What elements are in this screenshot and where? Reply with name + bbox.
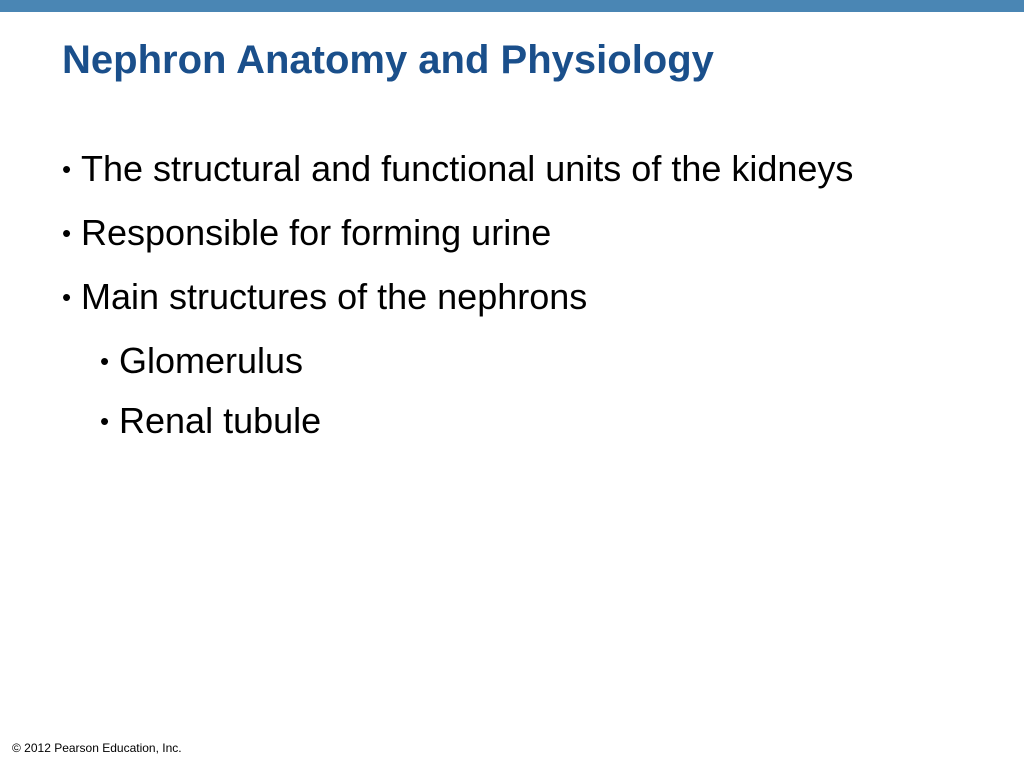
slide-title: Nephron Anatomy and Physiology [62,38,714,82]
bullet-text: Responsible for forming urine [81,212,552,253]
bullet-dot-icon: • [62,282,72,312]
top-accent-bar [0,0,1024,12]
bullet-text: Main structures of the nephrons [81,276,588,317]
copyright-footer: © 2012 Pearson Education, Inc. [12,741,182,755]
bullet-text: The structural and functional units of the kidneys [81,148,854,189]
sub-bullet-item [100,397,882,445]
bullet-item [62,145,861,193]
sub-bullet-text: Glomerulus [119,340,304,381]
bullet-dot-icon: • [62,218,72,248]
bullet-list [62,145,882,457]
sub-bullet-item [100,337,882,385]
bullet-dot-icon: • [100,406,110,436]
bullet-item [62,209,861,257]
bullet-dot-icon: • [62,154,72,184]
bullet-item [62,273,861,321]
sub-bullet-text: Renal tubule [119,400,322,441]
bullet-dot-icon: • [100,346,110,376]
